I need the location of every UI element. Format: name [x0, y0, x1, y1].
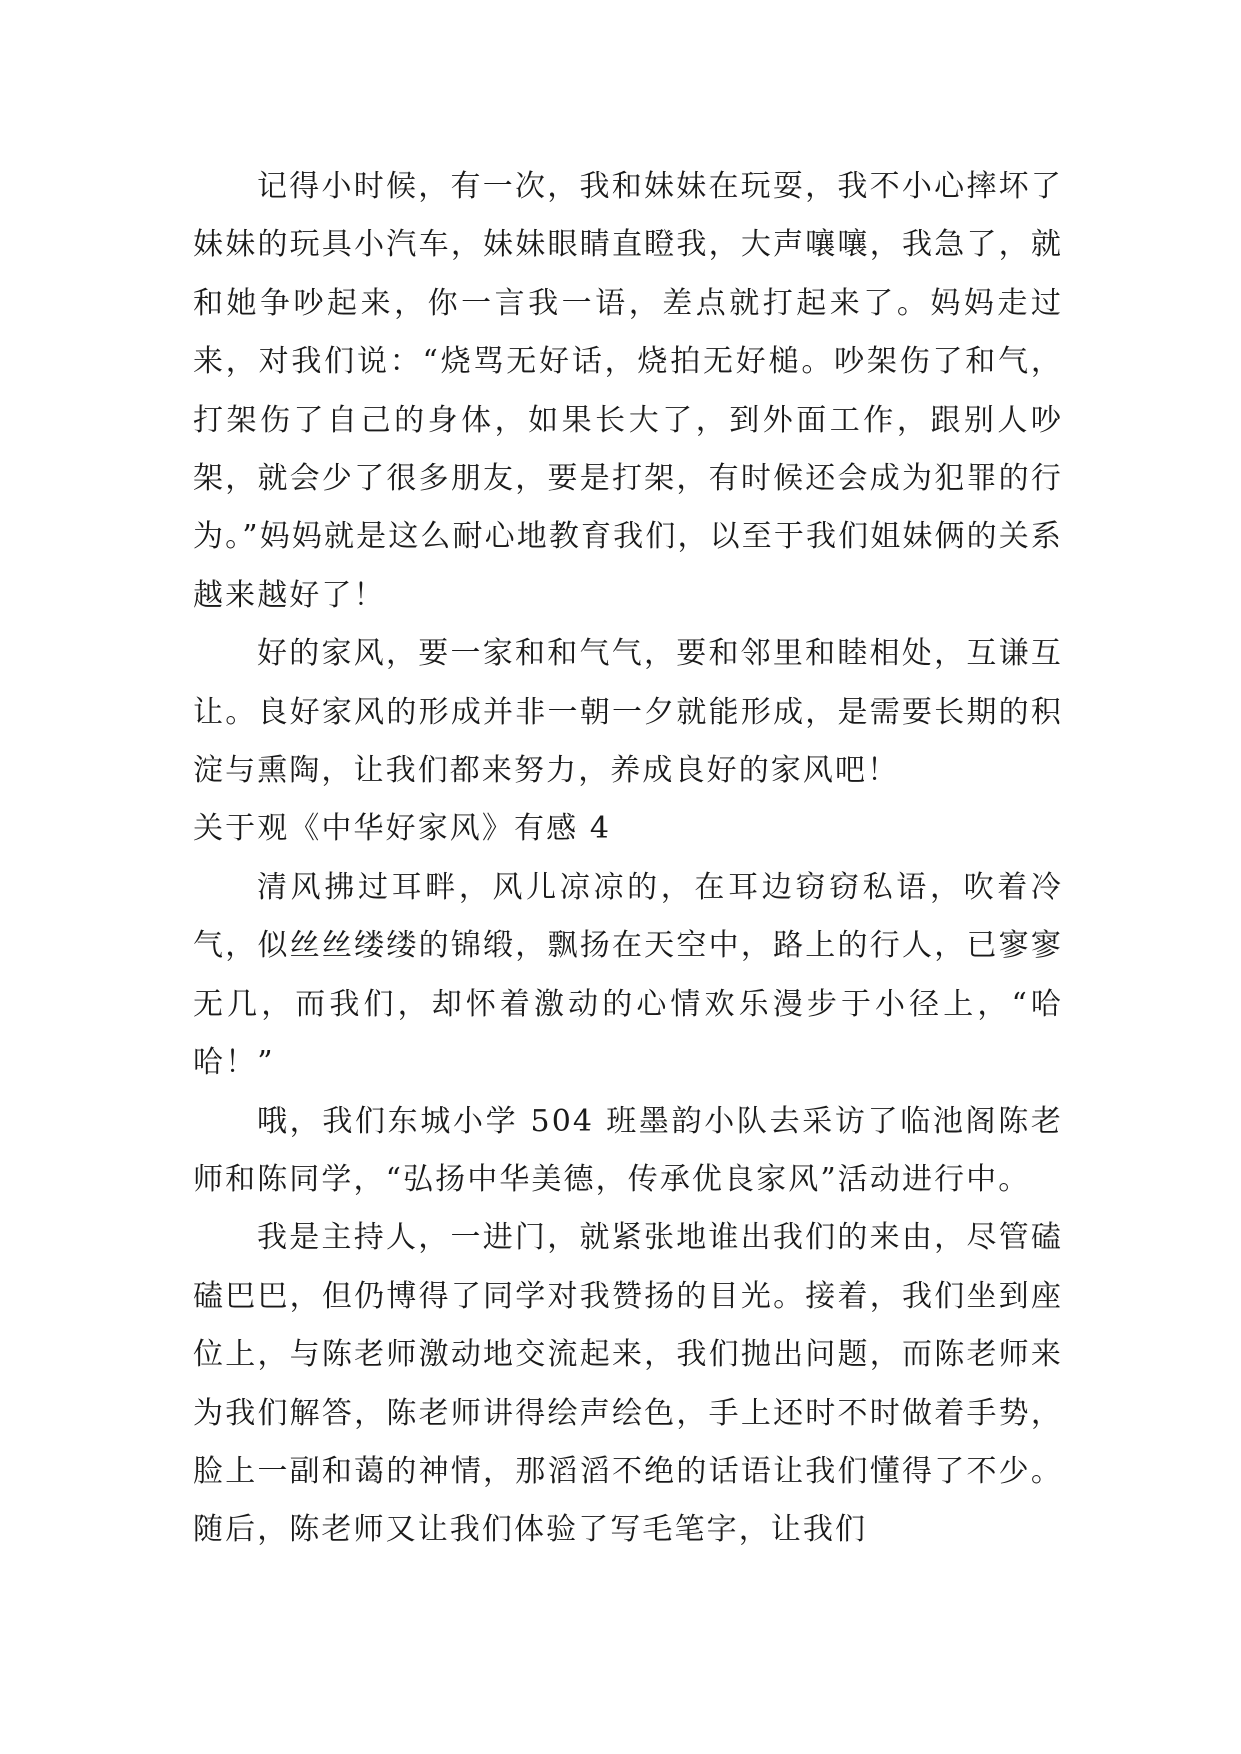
paragraph-host: 我是主持人，一进门，就紧张地谁出我们的来由，尽管磕磕巴巴，但仍博得了同学对我赞扬的目光。接着，我们坐到座位上，与陈老师激动地交流起来，我们抛出问题，而陈老师来为我们解答，陈老师讲得绘声绘色，手上还时不时做着手势，脸上一副和蔼的神情，那滔滔不绝的话语让我们懂得了不少。随后，陈老师又让我们体验了写毛笔字，让我们 — [193, 1220, 1063, 1548]
document-body — [193, 158, 1063, 1560]
paragraph-childhood-story: 记得小时候，有一次，我和妹妹在玩耍，我不小心摔坏了妹妹的玩具小汽车，妹妹眼睛直瞪我，大声嚷嚷，我急了，就和她争吵起来，你一言我一语，差点就打起来了。妈妈走过来，对我们说：“烧骂无好话，烧拍无好槌。吵架伤了和气，打架伤了自己的身体，如果长大了，到外面工作，跟别人吵架，就会少了很多朋友，要是打架，有时候还会成为犯罪的行为。”妈妈就是这么耐心地教育我们，以至于我们姐妹俩的关系越来越好了！ — [193, 169, 1063, 613]
section-heading: 关于观《中华好家风》有感 4 — [193, 811, 612, 847]
paragraph-good-family-style: 好的家风，要一家和和气气，要和邻里和睦相处，互谦互让。良好家风的形成并非一朝一夕就能形成，是需要长期的积淀与熏陶，让我们都来努力，养成良好的家风吧！ — [193, 636, 1063, 789]
paragraph-interview: 哦，我们东城小学 504 班墨韵小队去采访了临池阁陈老师和陈同学，“弘扬中华美德，传承优良家风”活动进行中。 — [193, 1103, 1063, 1197]
paragraph-breeze: 清风拂过耳畔，风儿凉凉的，在耳边窃窃私语，吹着冷气，似丝丝缕缕的锦缎，飘扬在天空中，路上的行人，已寥寥无几，而我们，却怀着激动的心情欢乐漫步于小径上，“哈哈！” — [193, 869, 1063, 1081]
